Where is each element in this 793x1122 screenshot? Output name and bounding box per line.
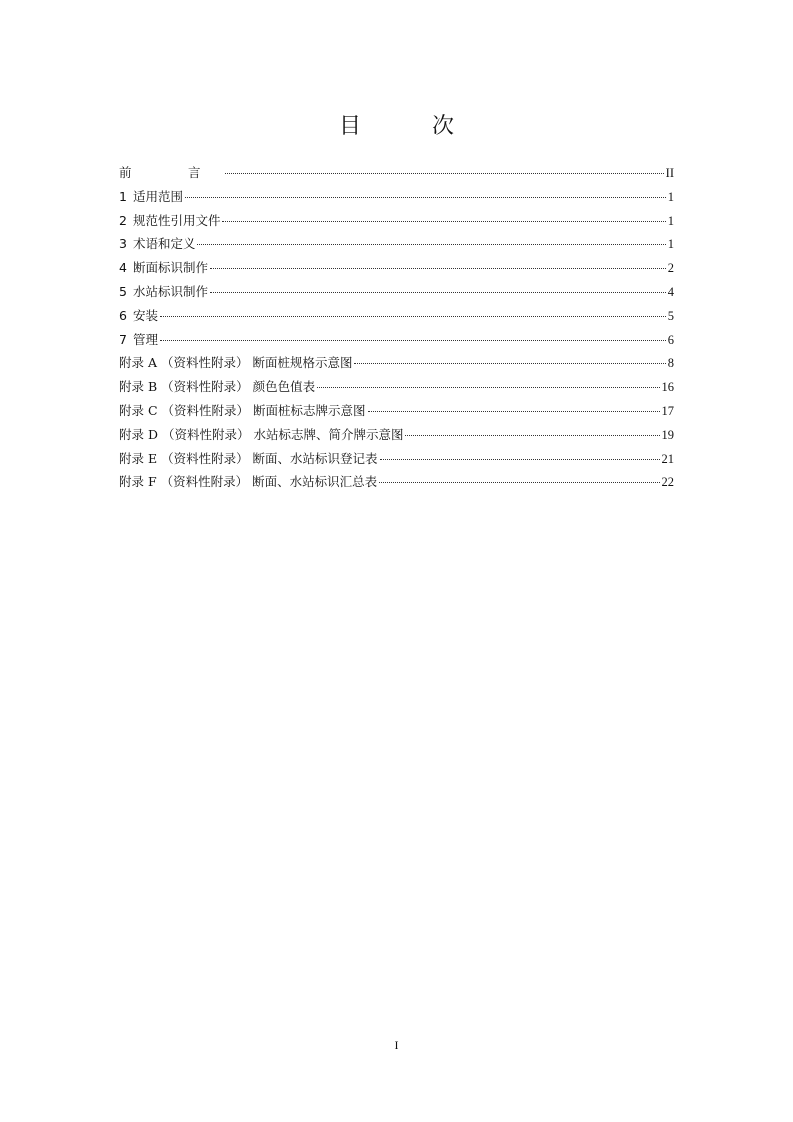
toc-dot-leader: [354, 363, 665, 364]
toc-dot-leader: [185, 197, 666, 198]
toc-entry-foreword[interactable]: [119, 163, 674, 187]
toc-dot-leader: [380, 459, 660, 460]
toc-entry-number: 5: [119, 283, 127, 299]
toc-entry-2[interactable]: [119, 211, 674, 235]
toc-entry-page: 6: [667, 332, 674, 347]
toc-entry-3[interactable]: [119, 234, 674, 258]
toc-entry-page: 22: [661, 475, 674, 490]
toc-dot-leader: [368, 411, 660, 412]
toc-entry-page: II: [665, 166, 674, 180]
toc-dot-leader: [210, 268, 666, 269]
toc-entry-page: 17: [661, 403, 674, 418]
toc-entry-text: 水站标识制作: [132, 283, 208, 299]
toc-entry-appendix-b[interactable]: [119, 377, 674, 401]
toc-entry-label: [119, 306, 158, 326]
toc-entry-number: 7: [119, 331, 127, 347]
toc-dot-leader: [210, 292, 666, 293]
toc-entry-text: 规范性引用文件: [132, 212, 221, 228]
page-number: I: [394, 1038, 399, 1052]
toc-entry-1[interactable]: [119, 187, 674, 211]
toc-entry-4[interactable]: [119, 258, 674, 282]
toc-dot-leader: [160, 340, 666, 341]
toc-entry-text: 管理: [132, 331, 158, 347]
toc-entry-page: 1: [667, 189, 674, 204]
toc-entry-text: 适用范围: [132, 188, 183, 204]
toc-entry-label: 附录 B （资料性附录） 颜色色值表: [119, 379, 316, 395]
toc-list: [119, 163, 674, 496]
toc-entry-text: 安装: [132, 307, 158, 323]
toc-entry-label: [119, 187, 183, 207]
toc-entry-appendix-f[interactable]: [119, 472, 674, 496]
toc-entry-page: 1: [667, 237, 674, 252]
toc-entry-page: 8: [667, 356, 674, 371]
toc-entry-label: [119, 330, 158, 350]
toc-entry-appendix-a[interactable]: [119, 353, 674, 377]
toc-entry-page: 5: [667, 308, 674, 323]
toc-entry-label: 附录 D （资料性附录） 水站标志牌、简介牌示意图: [119, 426, 404, 442]
toc-entry-label: [119, 258, 208, 278]
toc-entry-6[interactable]: [119, 306, 674, 330]
toc-entry-page: 16: [661, 380, 674, 395]
toc-entry-number: 1: [119, 188, 127, 204]
toc-entry-5[interactable]: [119, 282, 674, 306]
toc-entry-number: 4: [119, 260, 127, 276]
toc-dot-leader: [160, 316, 666, 317]
toc-entry-page: 19: [661, 427, 674, 442]
toc-entry-label: 附录 F （资料性附录） 断面、水站标识汇总表: [119, 474, 378, 490]
toc-entry-label: 附录 C （资料性附录） 断面桩标志牌示意图: [119, 402, 366, 418]
toc-dot-leader: [225, 173, 664, 174]
toc-entry-appendix-d[interactable]: [119, 425, 674, 449]
toc-entry-page: 21: [661, 451, 674, 466]
toc-entry-label: [119, 234, 195, 254]
toc-dot-leader: [317, 387, 659, 388]
toc-entry-label: [119, 211, 220, 231]
toc-dot-leader: [379, 482, 659, 483]
toc-entry-number: 6: [119, 307, 127, 323]
toc-entry-text: 断面标识制作: [132, 260, 208, 276]
toc-entry-appendix-c[interactable]: [119, 401, 674, 425]
toc-entry-appendix-e[interactable]: [119, 449, 674, 473]
toc-title: 目 次: [339, 114, 486, 139]
toc-entry-page: 1: [667, 213, 674, 228]
toc-entry-label: 附录 E （资料性附录） 断面、水站标识登记表: [119, 450, 378, 466]
toc-entry-page: 4: [667, 284, 674, 299]
toc-dot-leader: [222, 221, 665, 222]
toc-entry-page: 2: [667, 261, 674, 276]
toc-dot-leader: [405, 435, 659, 436]
toc-entry-label: 前 言: [119, 165, 223, 180]
toc-entry-number: 2: [119, 212, 127, 228]
toc-dot-leader: [197, 244, 665, 245]
toc-entry-7[interactable]: [119, 330, 674, 354]
toc-entry-label: [119, 282, 208, 302]
toc-entry-number: 3: [119, 236, 127, 252]
toc-entry-text: 术语和定义: [132, 236, 196, 252]
toc-entry-label: 附录 A （资料性附录） 断面桩规格示意图: [119, 355, 353, 371]
